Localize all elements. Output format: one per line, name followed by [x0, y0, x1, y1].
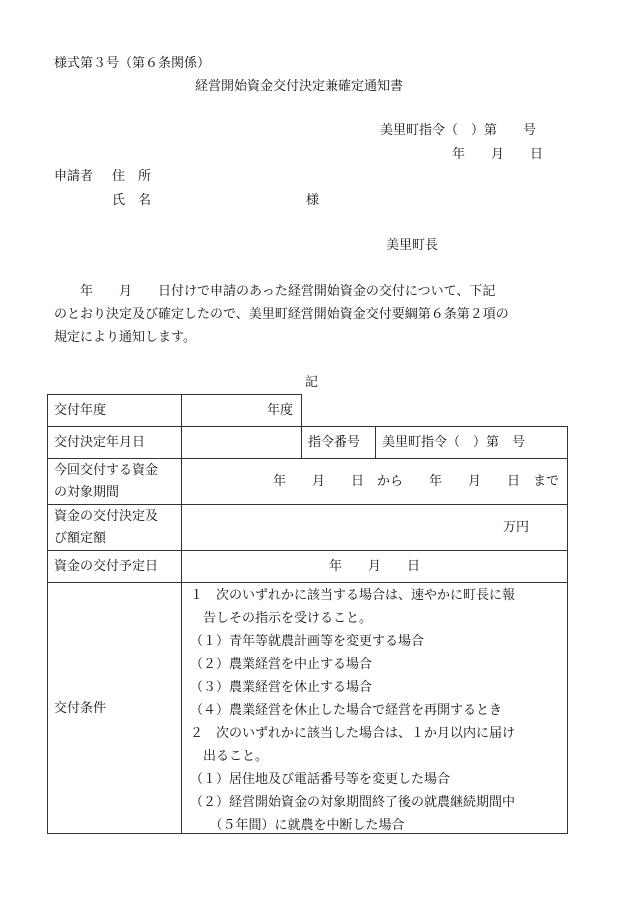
decision-date-label: 交付決定年月日 — [48, 427, 182, 459]
condition-line: （１）居住地及び電話番号等を変更した場合 — [190, 772, 451, 787]
condition-line: （２）農業経営を中止する場合 — [190, 657, 373, 672]
period-label — [48, 459, 182, 505]
condition-line: ２ 次のいずれかに該当した場合は、１か月以内に届け — [190, 726, 516, 741]
ki-mark: 記 — [305, 375, 319, 390]
document-title: 経営開始資金交付決定兼確定通知書 — [195, 79, 404, 94]
scheduled-date-value: 年 月 日 — [182, 551, 568, 583]
honorific: 様 — [306, 193, 320, 208]
fiscal-year-label: 交付年度 — [48, 395, 182, 427]
condition-line: 出ること。 — [190, 749, 269, 764]
conditions-list — [190, 583, 567, 833]
condition-line: 告しその指示を受けること。 — [190, 611, 373, 626]
body-line: 規定により通知します。 — [54, 330, 196, 345]
condition-line: （２）経営開始資金の対象期間終了後の就農継続期間中 — [190, 795, 516, 810]
period-label-line-1: 今回交付する資金 — [54, 462, 159, 478]
issuer: 美里町長 — [386, 238, 439, 253]
body-line: 年 月 日付けで申請のあった経営開始資金の交付について、下記 — [54, 284, 496, 299]
applicant-label: 申請者 — [54, 169, 94, 184]
period-label-line-2: の対象期間 — [54, 484, 120, 500]
conditions-cell — [182, 583, 568, 834]
amount-label — [48, 505, 182, 551]
amount-label-line-1: 資金の交付決定及 — [54, 508, 159, 524]
details-table — [47, 394, 568, 834]
fiscal-year-value: 年度 — [182, 395, 302, 427]
address-label: 住 所 — [112, 169, 152, 184]
amount-label-line-2: び額定額 — [54, 530, 107, 546]
document-date: 年 月 日 — [452, 147, 544, 162]
condition-line: （１）青年等就農計画等を変更する場合 — [190, 634, 425, 649]
conditions-label: 交付条件 — [48, 583, 182, 834]
form-number: 様式第３号（第６条関係） — [54, 56, 211, 71]
order-number-label: 指令番号 — [302, 427, 376, 459]
period-value: 年 月 日 から 年 月 日 まで — [182, 459, 568, 505]
document-number: 美里町指令（ ）第 号 — [380, 123, 537, 138]
amount-value: 万円 — [182, 505, 568, 551]
body-line: のとおり決定及び確定したので、美里町経営開始資金交付要綱第６条第２項の — [54, 307, 509, 322]
scheduled-date-label: 資金の交付予定日 — [48, 551, 182, 583]
condition-line: （５年間）に就農を中断した場合 — [190, 818, 405, 833]
empty-area — [302, 395, 568, 427]
condition-line: １ 次のいずれかに該当する場合は、速やかに町長に報 — [190, 588, 516, 603]
body-paragraph — [54, 285, 576, 345]
condition-line: （３）農業経営を休止する場合 — [190, 680, 373, 695]
decision-date-value — [182, 427, 302, 459]
condition-line: （４）農業経営を休止した場合で経営を再開するとき — [190, 703, 503, 718]
order-number-value: 美里町指令（ ）第 号 — [376, 427, 568, 459]
name-label: 氏 名 — [112, 193, 152, 208]
